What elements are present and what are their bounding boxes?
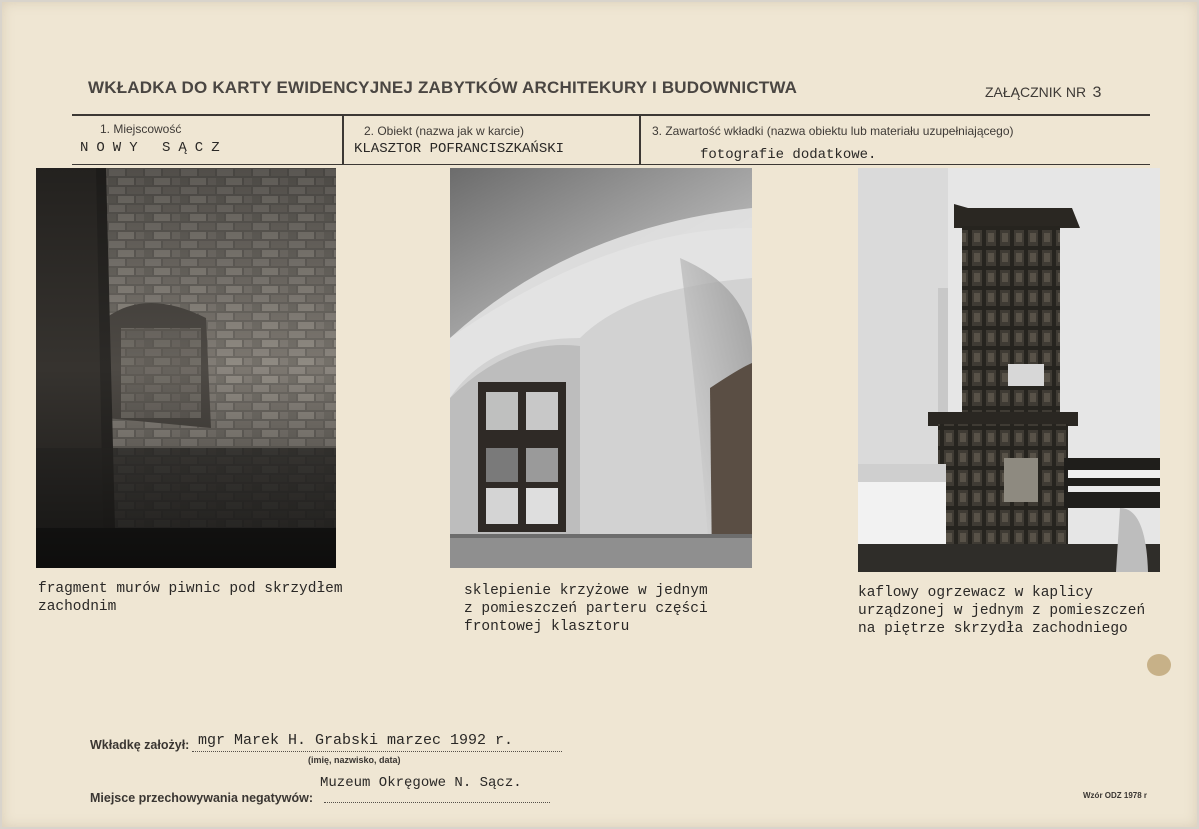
field-divider-1: [342, 114, 344, 164]
field-value-location: NOWY SĄCZ: [80, 140, 228, 156]
annex-label: [985, 84, 1102, 102]
paper-stain: [1147, 654, 1171, 676]
annex-label-text: ZAŁĄCZNIK NR: [985, 84, 1087, 100]
author-label: Wkładkę założył:: [90, 738, 190, 752]
author-value: mgr Marek H. Grabski marzec 1992 r.: [198, 732, 514, 749]
author-dotted-line: [192, 751, 562, 752]
author-hint: (imię, nazwisko, data): [308, 755, 401, 765]
field-label-object: 2. Obiekt (nazwa jak w karcie): [364, 124, 525, 138]
field-label-location: 1. Miejscowość: [100, 122, 182, 136]
photo-cellar-walls: [36, 168, 336, 568]
field-divider-2: [639, 114, 641, 164]
storage-value: Muzeum Okręgowe N. Sącz.: [320, 775, 522, 791]
cellar-walls-image: [36, 168, 336, 568]
annex-number: 3: [1092, 84, 1102, 102]
storage-label: Miejsce przechowywania negatywów:: [90, 791, 313, 805]
tiled-stove-image: [858, 168, 1160, 572]
field-value-contents: fotografie dodatkowe.: [700, 147, 877, 163]
caption-cellar-walls: fragment murów piwnic pod skrzydłem zachodnim: [38, 581, 343, 615]
caption-tiled-stove: kaflowy ogrzewacz w kaplicy urządzonej w jednym z pomieszczeń na piętrze skrzydła zachodniego: [858, 585, 1146, 637]
photo-tiled-stove: [858, 168, 1160, 572]
fields-bottom-rule: [72, 164, 1150, 165]
storage-dotted-line: [324, 802, 550, 803]
form-code: Wzór ODZ 1978 r: [1083, 791, 1148, 800]
photo-cross-vault: [450, 168, 752, 568]
card-title: WKŁADKA DO KARTY EWIDENCYJNEJ ZABYTKÓW ARCHITEKURY I BUDOWNICTWA: [88, 78, 798, 97]
cross-vault-image: [450, 168, 752, 568]
header-rule: [72, 114, 1150, 116]
field-label-contents: 3. Zawartość wkładki (nazwa obiektu lub materiału uzupełniającego): [652, 124, 1014, 138]
field-value-object: KLASZTOR POFRANCISZKAŃSKI: [354, 141, 565, 157]
caption-cross-vault: sklepienie krzyżowe w jednym z pomieszczeń parteru części frontowej klasztoru: [464, 583, 708, 635]
